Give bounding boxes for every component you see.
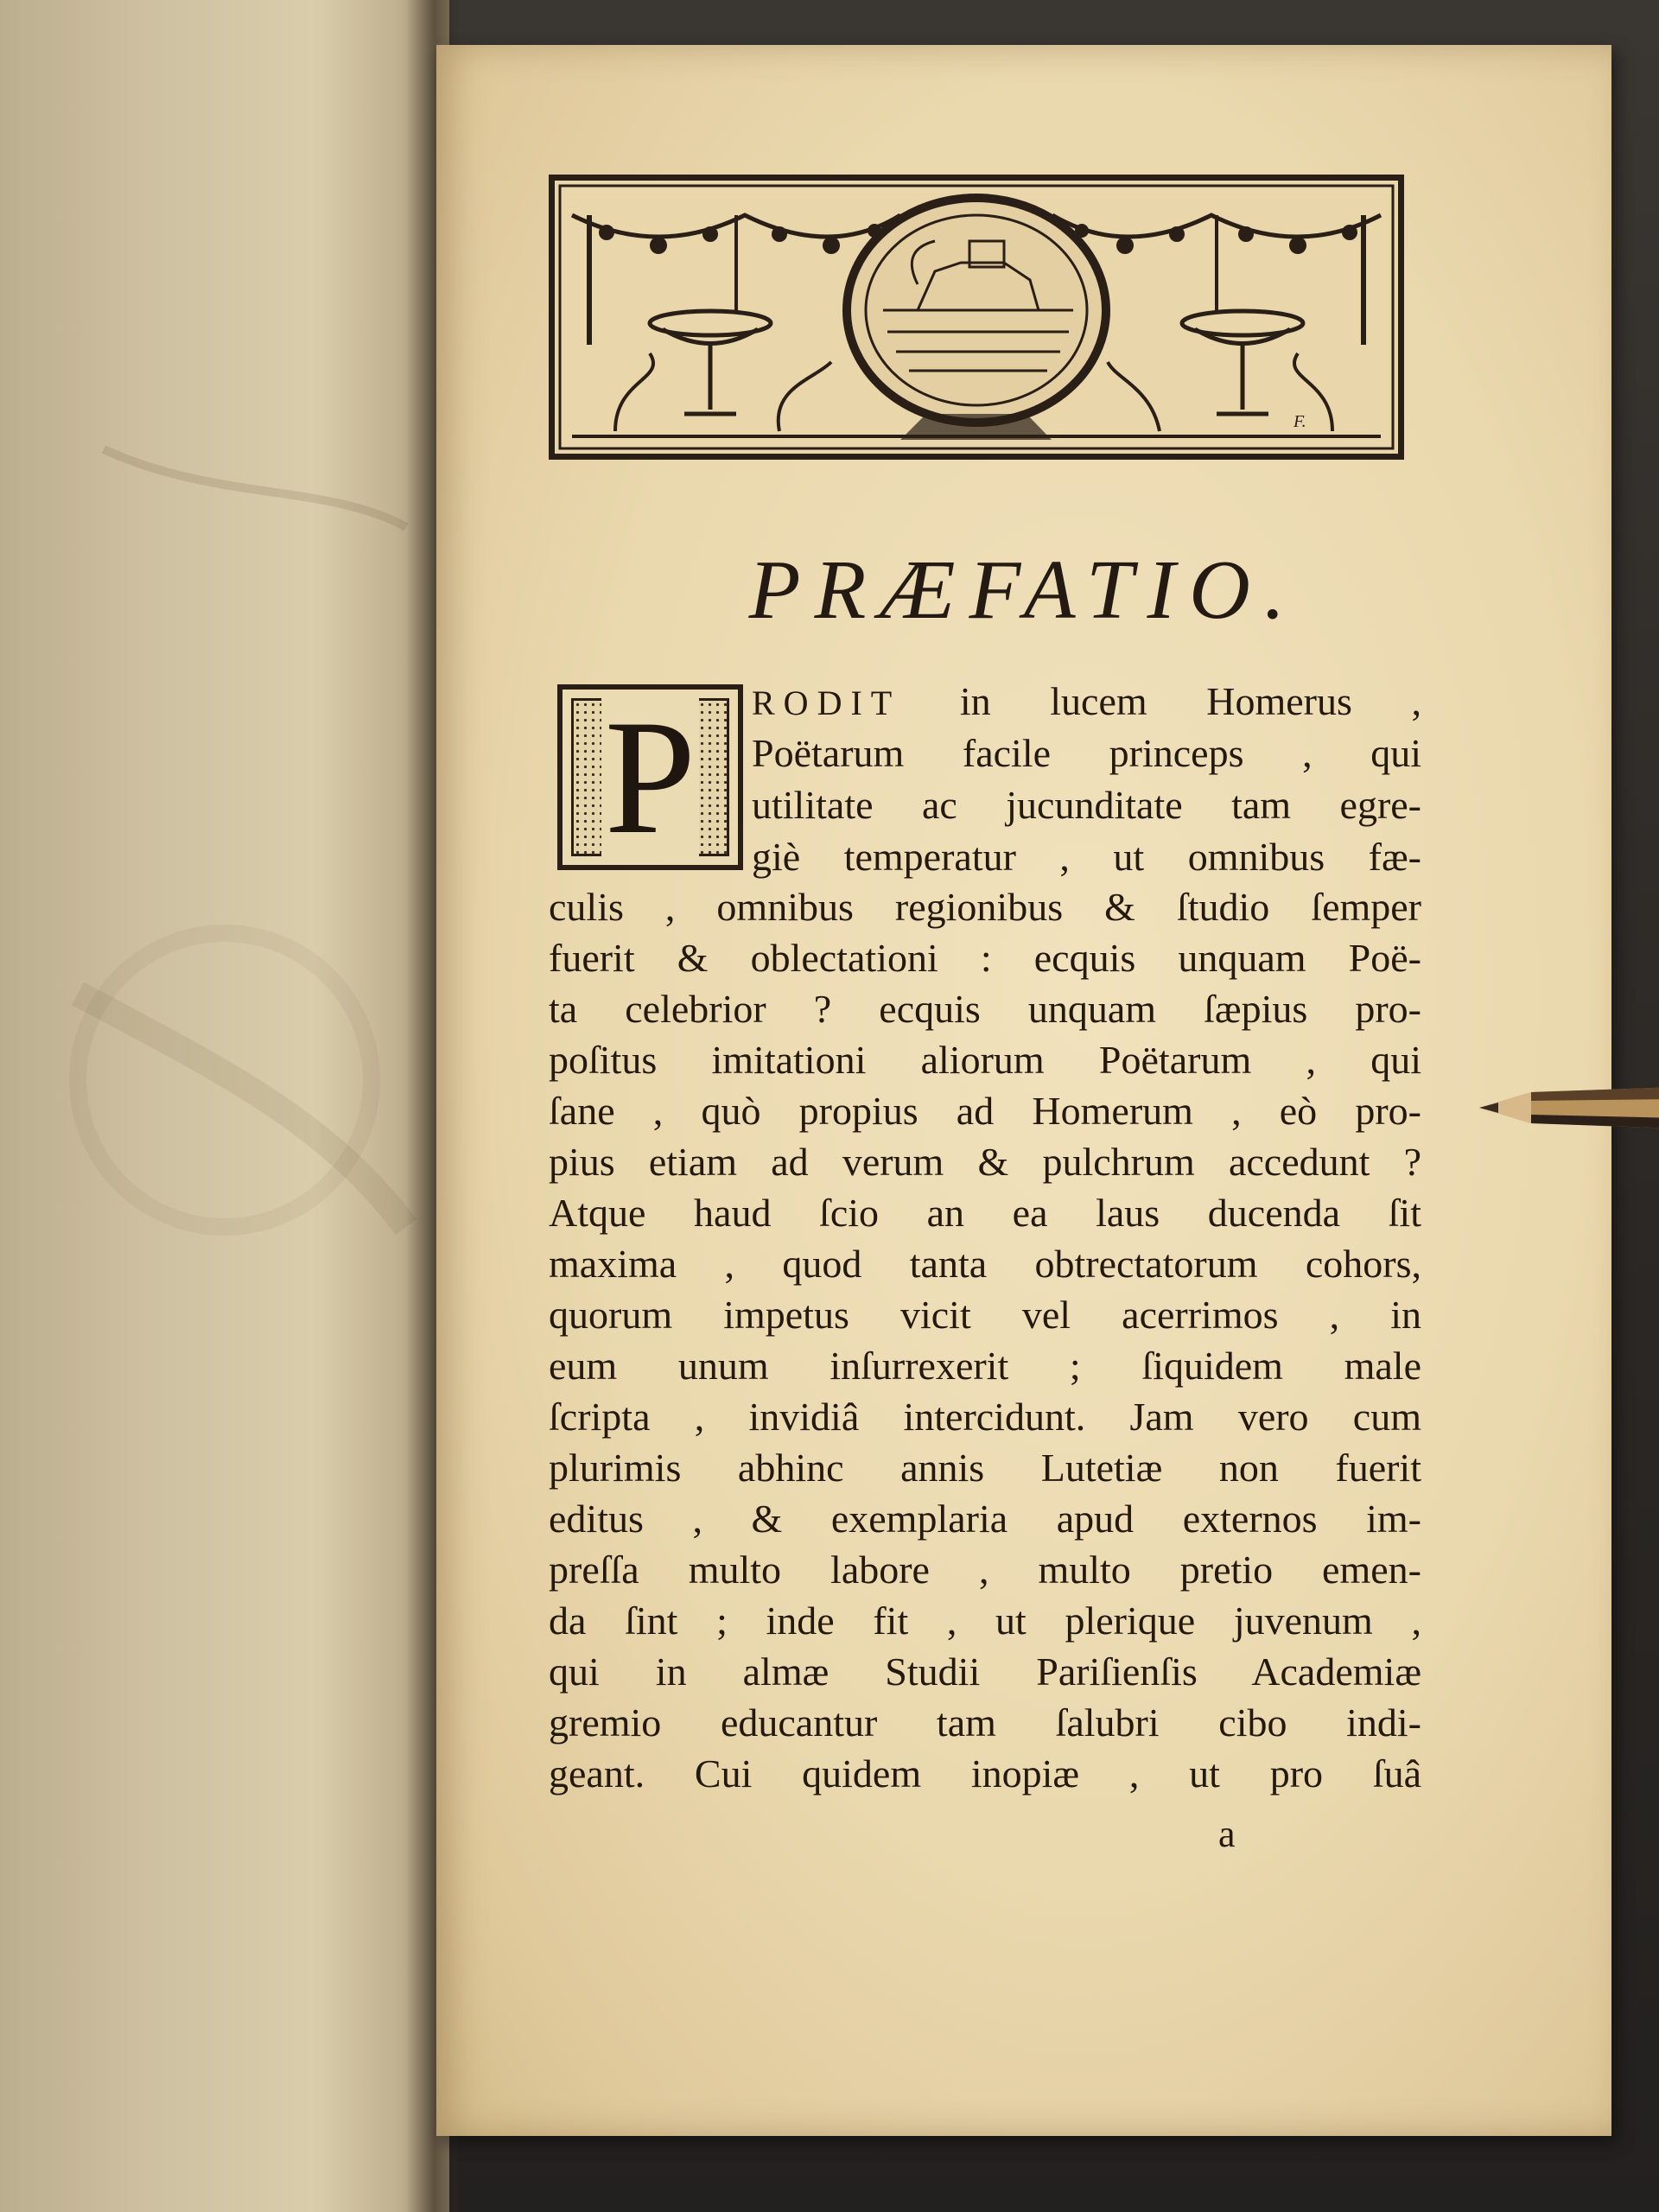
text-line: giè temperatur , ut omnibus fæ- — [752, 835, 1421, 879]
drop-cap-stipple — [571, 686, 729, 868]
text-line: Atque haud ſcio an ea laus ducenda ſit — [549, 1191, 1421, 1235]
ornamental-headpiece — [549, 175, 1404, 460]
text-line: editus , & exemplaria apud externos im- — [549, 1497, 1421, 1541]
text-line: ta celebrior ? ecquis unquam ſæpius pro- — [549, 987, 1421, 1031]
text-line: quorum impetus vicit vel acerrimos , in — [549, 1293, 1421, 1337]
page-title: PRÆFATIO. — [748, 543, 1300, 637]
book-page — [436, 45, 1611, 2136]
drop-cap-letter: P — [601, 696, 700, 860]
text-line: poſitus imitationi aliorum Poëtarum , qui — [549, 1038, 1421, 1082]
text-line: Poëtarum facile princeps , qui — [752, 731, 1421, 775]
text-line: ſane , quò propius ad Homerum , eò pro- — [549, 1089, 1421, 1133]
left-page — [0, 0, 449, 2212]
text-line: qui in almæ Studii Pariſienſis Academiæ — [549, 1649, 1421, 1694]
signature-mark: a — [1218, 1813, 1236, 1855]
svg-text:F.: F. — [1294, 412, 1306, 431]
text-line: eum unum inſurrexerit ; ſiquidem male — [549, 1344, 1421, 1388]
text-line: ſcripta , invidiâ intercidunt. Jam vero cum — [549, 1395, 1421, 1439]
left-page-shading — [0, 0, 449, 2212]
first-word-rest: RODIT — [752, 683, 901, 722]
text-line: preſſa multo labore , multo pretio emen- — [549, 1548, 1421, 1592]
text-line: culis , omnibus regionibus & ſtudio ſemper — [549, 885, 1421, 929]
text-line: plurimis abhinc annis Lutetiæ non fuerit — [549, 1446, 1421, 1490]
text-line: fuerit & oblectationi : ecquis unquam Poë- — [549, 936, 1421, 980]
text-line: pius etiam ad verum & pulchrum accedunt ? — [549, 1140, 1421, 1184]
text-line: utilitate ac jucunditate tam egre- — [752, 783, 1421, 827]
headpiece-engraving — [555, 181, 1398, 454]
drop-cap-box — [557, 684, 743, 870]
text-line-1-rest: in lucem Homerus , — [959, 679, 1422, 723]
text-line: geant. Cui quidem inopiæ , ut pro ſuâ — [549, 1751, 1421, 1796]
text-line-1 — [752, 676, 1421, 728]
pencil-icon — [1479, 1082, 1659, 1134]
text-line: gremio educantur tam ſalubri cibo indi- — [549, 1700, 1421, 1745]
text-line: da ſint ; inde fit , ut plerique juvenum , — [549, 1599, 1421, 1643]
text-line: maxima , quod tanta obtrectatorum cohors, — [549, 1242, 1421, 1286]
